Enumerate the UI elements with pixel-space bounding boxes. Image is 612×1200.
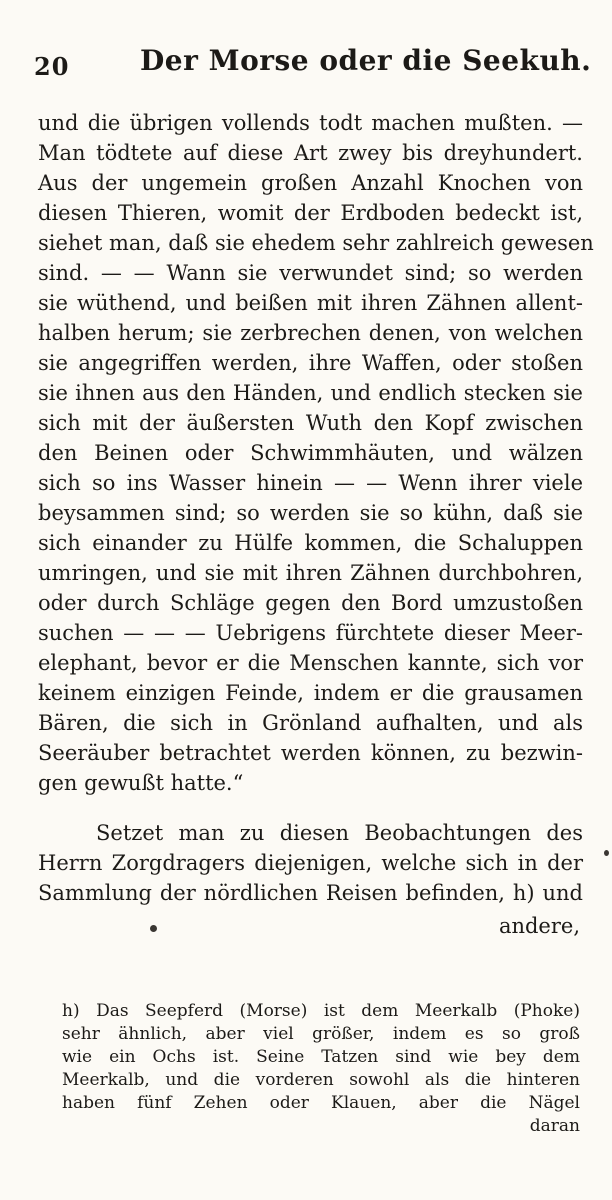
text-line: Bären, die sich in Grönland aufhalten, und als <box>38 711 583 735</box>
footnote-catchword: daran <box>529 1116 580 1136</box>
ink-speck <box>604 850 609 856</box>
text-line: sich mit der äußersten Wuth den Kopf zwischen <box>38 411 583 435</box>
footnote-line: sehr ähnlich, aber viel größer, indem es so groß <box>62 1024 580 1044</box>
running-title: Der Morse oder die Seekuh. <box>140 44 592 77</box>
footnote-line: haben fünf Zehen oder Klauen, aber die Nägel <box>62 1093 580 1113</box>
text-line: Setzet man zu diesen Beobachtungen des <box>96 821 583 845</box>
text-line: gen gewußt hatte.“ <box>38 771 244 795</box>
text-line: sie angegriffen werden, ihre Waffen, oder stoßen <box>38 351 583 375</box>
footnote-line: Meerkalb, und die vorderen sowohl als die hinteren <box>62 1070 580 1090</box>
text-line: oder durch Schläge gegen den Bord umzustoßen <box>38 591 583 615</box>
text-line: Herrn Zorgdragers diejenigen, welche sich in der <box>38 851 583 875</box>
text-line: Man tödtete auf diese Art zwey bis dreyhundert. <box>38 141 583 165</box>
text-line: siehet man, daß sie ehedem sehr zahlreich gewesen <box>38 231 594 255</box>
footnote-line: h) Das Seepferd (Morse) ist dem Meerkalb (Phoke) <box>62 1001 580 1021</box>
page-number: 20 <box>34 52 70 81</box>
text-line: sich einander zu Hülfe kommen, die Schaluppen <box>38 531 583 555</box>
page-header <box>34 44 592 84</box>
text-line: Sammlung der nördlichen Reisen befinden, h) und <box>38 881 583 905</box>
ink-speck <box>150 925 157 932</box>
text-line: sind. — — Wann sie verwundet sind; so werden <box>38 261 583 285</box>
text-line: sich so ins Wasser hinein — — Wenn ihrer viele <box>38 471 583 495</box>
footnote <box>62 1000 580 1138</box>
text-line: Seeräuber betrachtet werden können, zu bezwin- <box>38 741 583 765</box>
text-line: keinem einzigen Feinde, indem er die grausamen <box>38 681 583 705</box>
text-line: sie wüthend, und beißen mit ihren Zähnen allent- <box>38 291 583 315</box>
footnote-line: wie ein Ochs ist. Seine Tatzen sind wie bey dem <box>62 1047 580 1067</box>
main-paragraph <box>38 108 594 798</box>
catchword: andere, <box>498 914 580 938</box>
text-line: elephant, bevor er die Menschen kannte, sich vor <box>38 651 583 675</box>
text-line: halben herum; sie zerbrechen denen, von welchen <box>38 321 583 345</box>
text-line: suchen — — — Uebrigens fürchtete dieser Meer- <box>38 621 583 645</box>
text-line: und die übrigen vollends todt machen mußten. — <box>38 111 583 135</box>
text-line: beysammen sind; so werden sie so kühn, daß sie <box>38 501 583 525</box>
text-line: diesen Thieren, womit der Erdboden bedeckt ist, <box>38 201 583 225</box>
text-line: den Beinen oder Schwimmhäuten, und wälzen <box>38 441 583 465</box>
second-paragraph <box>38 818 583 908</box>
text-line: Aus der ungemein großen Anzahl Knochen von <box>38 171 583 195</box>
text-line: sie ihnen aus den Händen, und endlich stecken sie <box>38 381 583 405</box>
text-line: umringen, und sie mit ihren Zähnen durchbohren, <box>38 561 583 585</box>
